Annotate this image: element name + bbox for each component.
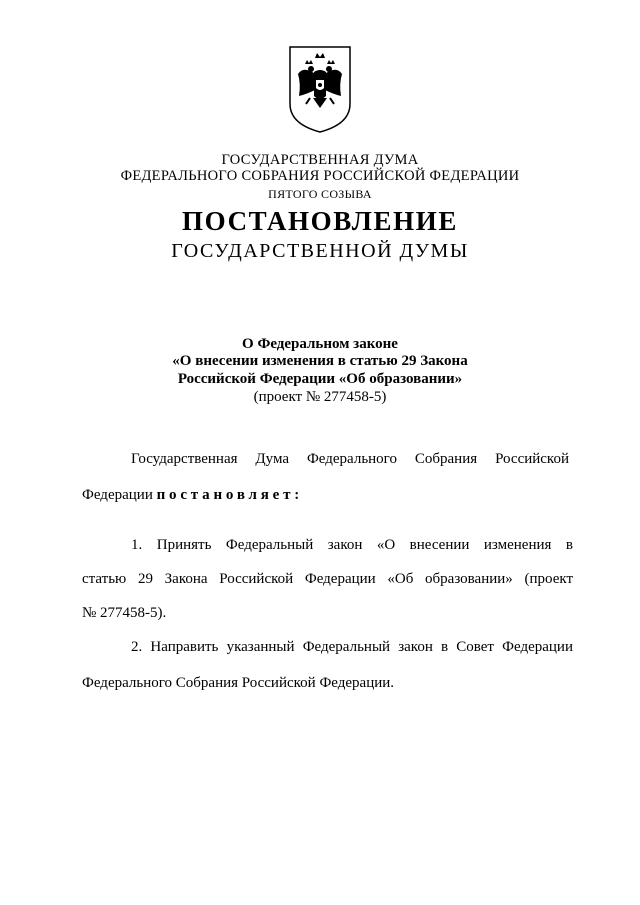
item1-line-2: статью 29 Закона Российской Федерации «Об образовании» (проект (82, 571, 573, 587)
document-title: ПОСТАНОВЛЕНИЕ (182, 206, 458, 236)
intro-line-2 (82, 487, 303, 504)
intro-federation-word: Федерации (82, 487, 153, 503)
coat-of-arms-emblem (287, 44, 353, 134)
document-subtitle: ГОСУДАРСТВЕННОЙ ДУМЫ (171, 240, 469, 262)
org-line-federal-assembly: ФЕДЕРАЛЬНОГО СОБРАНИЯ РОССИЙСКОЙ ФЕДЕРАЦИИ (120, 168, 520, 184)
intro-line-1: Государственная Дума Федерального Собрания Российской (131, 451, 569, 467)
resolves-keyword: постановляет: (156, 487, 304, 503)
item1-line-3: № 277458-5). (82, 605, 167, 621)
org-line-convocation: ПЯТОГО СОЗЫВА (268, 187, 372, 201)
item2-line-1: 2. Направить указанный Федеральный закон в Совет Федерации (131, 639, 573, 655)
subject-line-3: Российской Федерации «Об образовании» (177, 371, 463, 387)
subject-line-2: «О внесении изменения в статью 29 Закона (172, 353, 468, 369)
item2-line-2: Федерального Собрания Российской Федерации. (82, 675, 395, 691)
subject-project-number: (проект № 277458-5) (253, 389, 387, 405)
subject-line-1: О Федеральном законе (242, 336, 398, 352)
org-line-duma: ГОСУДАРСТВЕННАЯ ДУМА (221, 152, 419, 168)
item1-line-1: 1. Принять Федеральный закон «О внесении изменения в (131, 537, 573, 553)
